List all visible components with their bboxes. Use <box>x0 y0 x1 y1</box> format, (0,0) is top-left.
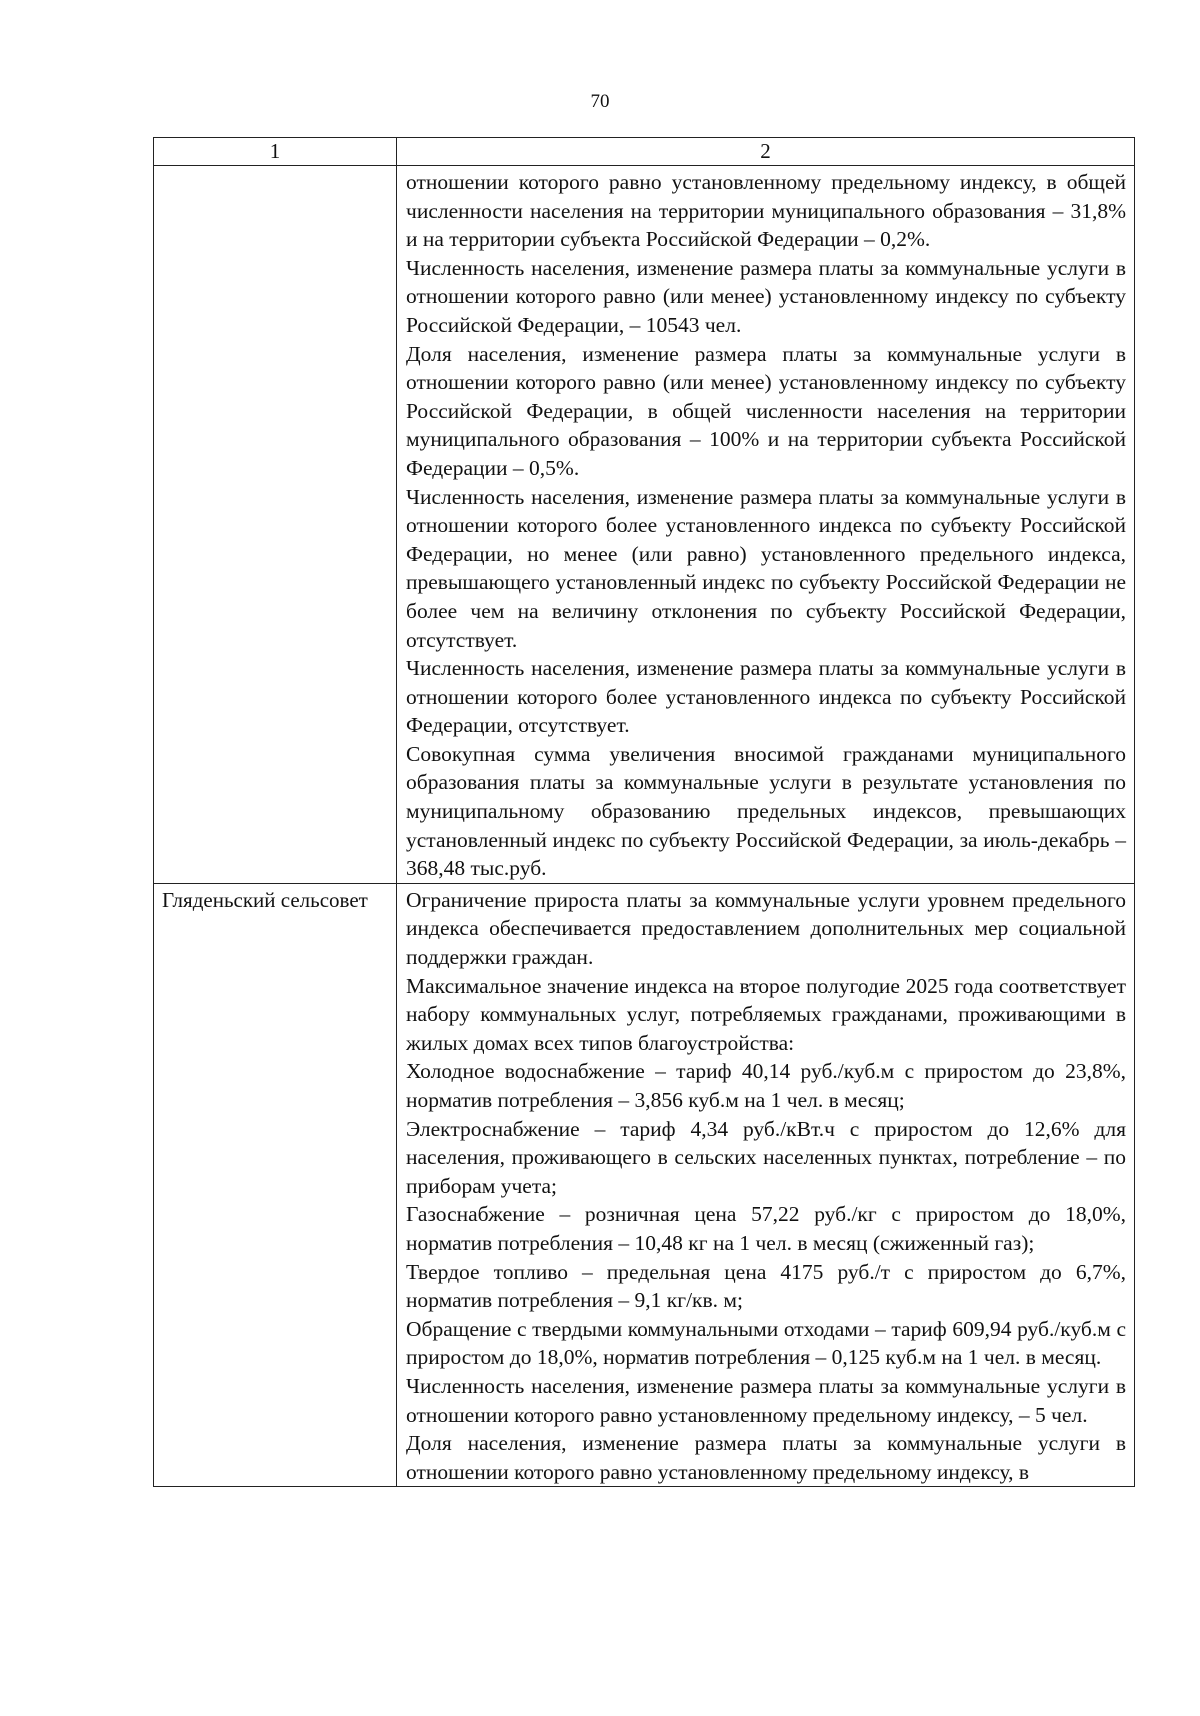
paragraph: Доля населения, изменение размера платы за коммунальные услуги в отношении которого равно (или менее) установленному индексу по субъекту Российской Федерации, в общей численности населения на территории муниципального образования – 100% и на территории субъекта Российской Федерации – 0,5%. <box>406 341 1126 480</box>
municipality-name-cell <box>154 166 397 884</box>
paragraph: Максимальное значение индекса на второе полугодие 2025 года соответствует набору коммунальных услуг, потребляемых гражданами, проживающими в жилых домах всех типов благоустройства: <box>406 973 1126 1055</box>
column-header-1: 1 <box>154 138 397 166</box>
description-cell <box>397 166 1135 884</box>
paragraph: Доля населения, изменение размера платы за коммунальные услуги в отношении которого равно установленному предельному индексу, в <box>406 1431 1126 1484</box>
paragraph: Газоснабжение – розничная цена 57,22 руб./кг с приростом до 18,0%, норматив потребления – 10,48 кг на 1 чел. в месяц (сжиженный газ); <box>406 1202 1126 1255</box>
table-row <box>154 883 1135 1486</box>
paragraph: Численность населения, изменение размера платы за коммунальные услуги в отношении которого более установленного индекса по субъекту Российской Федерации, отсутствует. <box>406 656 1126 738</box>
paragraph: Ограничение прироста платы за коммунальные услуги уровнем предельного индекса обеспечивается предоставлением дополнительных мер социальной поддержки граждан. <box>406 887 1126 970</box>
table-row <box>154 166 1135 884</box>
table-header-row <box>154 138 1135 166</box>
document-table <box>153 137 1135 1487</box>
paragraph: Численность населения, изменение размера платы за коммунальные услуги в отношении которого равно (или менее) установленному индексу по субъекту Российской Федерации, – 10543 чел. <box>406 255 1126 337</box>
paragraph: Холодное водоснабжение – тариф 40,14 руб./куб.м с приростом до 23,8%, норматив потребления – 3,856 куб.м на 1 чел. в месяц; <box>406 1059 1126 1112</box>
paragraph: Твердое топливо – предельная цена 4175 руб./т с приростом до 6,7%, норматив потребления – 9,1 кг/кв. м; <box>406 1259 1126 1313</box>
paragraph: Электроснабжение – тариф 4,34 руб./кВт.ч с приростом до 12,6% для населения, проживающего в сельских населенных пунктах, потребление – по приборам учета; <box>406 1116 1126 1198</box>
paragraph: Совокупная сумма увеличения вносимой гражданами муниципального образования платы за коммунальные услуги в результате установления по муниципальному образованию предельных индексов, превышающих установленный индекс по субъекту Российской Федерации, за июль-декабрь – 368,48 тыс.руб. <box>406 741 1126 881</box>
column-header-2: 2 <box>397 138 1135 166</box>
paragraph: Численность населения, изменение размера платы за коммунальные услуги в отношении которого более установленного индекса по субъекту Российской Федерации, но менее (или равно) установленного предельного индекса, превышающего установленный индекс по субъекту Российской Федерации не более чем на величину отклонения по субъекту Российской Федерации, отсутствует. <box>406 484 1126 652</box>
municipality-name-cell: Гляденьский сельсовет <box>154 883 397 1486</box>
page-number: 70 <box>590 91 610 112</box>
description-cell <box>397 883 1135 1486</box>
paragraph: Численность населения, изменение размера платы за коммунальные услуги в отношении которого равно установленному предельному индексу, – 5 чел. <box>406 1373 1126 1427</box>
paragraph: отношении которого равно установленному предельному индексу, в общей численности населения на территории муниципального образования – 31,8% и на территории субъекта Российской Федерации – 0,2%. <box>406 170 1126 252</box>
paragraph: Обращение с твердыми коммунальными отходами – тариф 609,94 руб./куб.м с приростом до 18,0%, норматив потребления – 0,125 куб.м на 1 чел. в месяц. <box>406 1316 1126 1370</box>
